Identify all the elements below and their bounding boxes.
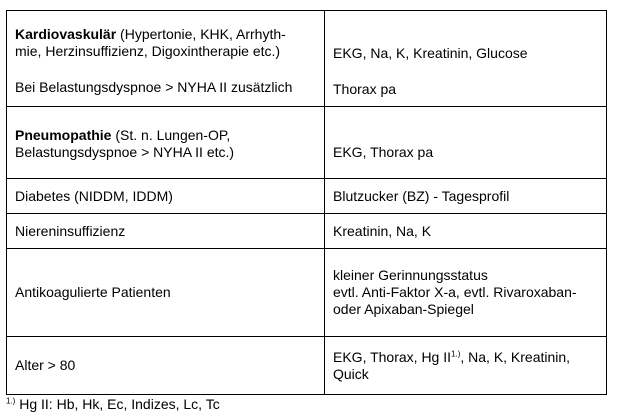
examination-cell <box>325 107 607 179</box>
condition-cell <box>7 179 325 214</box>
examination-text: Blutzucker (BZ) - Tagesprofil <box>333 187 510 204</box>
condition-additional: Bei Belastungsdyspnoe > NYHA II zusätzlich <box>15 79 293 95</box>
examination-text-line2: Quick <box>333 365 369 382</box>
examination-cell <box>325 11 607 107</box>
examination-cell <box>325 249 607 337</box>
table-row <box>7 11 607 107</box>
examination-text: Kreatinin, Na, K <box>333 222 432 239</box>
table-row <box>7 214 607 249</box>
footnote-marker: 1.) <box>6 396 16 406</box>
condition-details: (Hypertonie, KHK, Arrhyth- <box>116 26 286 42</box>
condition-cell <box>7 249 325 337</box>
condition-title: Kardiovaskulär <box>15 26 117 42</box>
table-row <box>7 179 607 214</box>
condition-details-cont: Belastungsdyspnoe > NYHA II etc.) <box>15 144 235 160</box>
examination-cell <box>325 337 607 395</box>
examination-cell <box>325 214 607 249</box>
table-row <box>7 249 607 337</box>
examination-text-cont: , Na, K, Kreatinin, <box>460 348 571 365</box>
examination-text-line3: oder Apixaban-Spiegel <box>333 301 474 317</box>
condition-details-cont: mie, Herzinsuffizienz, Digoxintherapie etc.) <box>15 43 281 59</box>
footnote <box>6 396 220 413</box>
footnote-text: Hg II: Hb, Hk, Ec, Indizes, Lc, Tc <box>15 396 220 412</box>
condition-cell <box>7 214 325 249</box>
condition-details: (St. n. Lungen-OP, <box>111 127 231 143</box>
examination-text: EKG, Thorax pa <box>333 144 434 160</box>
table-row <box>7 337 607 395</box>
examination-additional: Thorax pa <box>333 81 397 97</box>
footnote-reference: 1.) <box>451 348 461 358</box>
requirements-table <box>6 10 607 395</box>
examination-text: EKG, Na, K, Kreatinin, Glucose <box>333 45 528 61</box>
examination-text: kleiner Gerinnungsstatus <box>333 267 488 283</box>
examination-text: EKG, Thorax, Hg II <box>333 348 452 365</box>
examination-cell <box>325 179 607 214</box>
condition-cell <box>7 337 325 395</box>
condition-text: Alter > 80 <box>15 357 76 373</box>
condition-text: Antikoagulierte Patienten <box>15 284 171 300</box>
table-row <box>7 107 607 179</box>
condition-cell <box>7 107 325 179</box>
examination-text-line2: evtl. Anti-Faktor X-a, evtl. Rivaroxaban- <box>333 284 577 300</box>
condition-text: Niereninsuffizienz <box>15 222 126 239</box>
condition-title: Pneumopathie <box>15 127 112 143</box>
condition-text: Diabetes (NIDDM, IDDM) <box>15 187 173 204</box>
condition-cell <box>7 11 325 107</box>
